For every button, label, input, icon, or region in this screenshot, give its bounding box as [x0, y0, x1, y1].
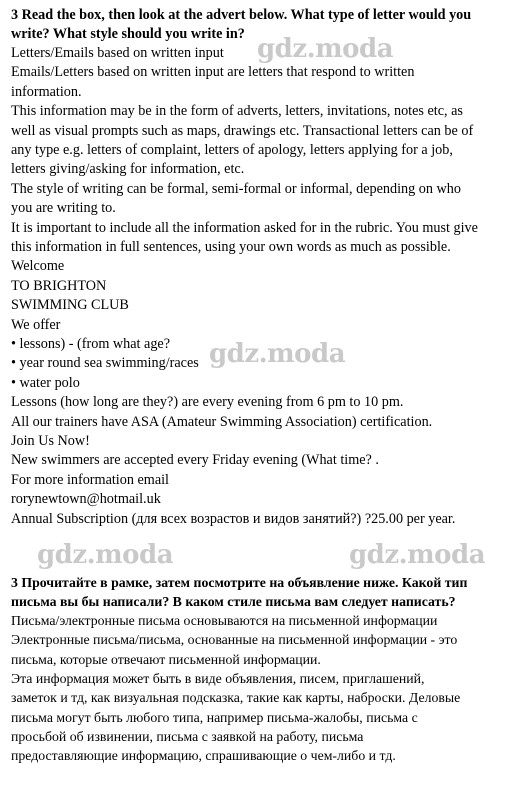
english-text-line: Welcome [11, 258, 65, 275]
english-text-line: well as visual prompts such as maps, drawings etc. Transactional letters can be of [11, 122, 474, 139]
russian-text-line: Эта информация может быть в виде объявления, писем, приглашений, [11, 670, 425, 686]
english-text-line: this information in full sentences, using your own words as much as possible. [11, 239, 451, 255]
russian-text-line: Электронные письма/письма, основанные на письменной информации - это [11, 632, 458, 648]
english-text-line: Lessons (how long are they?) are every evening from 6 pm to 10 pm. [11, 394, 404, 411]
russian-text-line: просьбой об извинении, письма с заявкой на работу, письма [11, 728, 364, 744]
english-text-line: We offer [11, 316, 61, 333]
english-text-line: New swimmers are accepted every Friday evening (What time? . [11, 452, 379, 469]
english-text-line: The style of writing can be formal, semi-formal or informal, depending on who [11, 180, 461, 197]
russian-heading-line-1: 3 Прочитайте в рамке, затем посмотрите на объявление ниже. Какой тип [11, 575, 468, 590]
english-text-line: This information may be in the form of adverts, letters, invitations, notes etc, as [11, 103, 463, 120]
english-text-line: • year round sea swimming/races [11, 355, 199, 372]
english-text-line: rorynewtown@hotmail.uk [11, 491, 161, 508]
english-heading-line-2: write? What style should you write in? [11, 26, 245, 42]
english-heading-line-1: 3 Read the box, then look at the advert below. What type of letter would you [11, 7, 472, 23]
watermark: gdz.moda [37, 540, 174, 570]
english-text-line: SWIMMING CLUB [11, 297, 129, 314]
russian-text-line: письма могут быть любого типа, например письма-жалобы, письма с [11, 709, 418, 725]
english-text-line: Emails/Letters based on written input are letters that respond to written [11, 64, 415, 81]
watermark: gdz.moda [257, 34, 394, 64]
russian-text-line: предоставляющие информацию, спрашивающие о чем-либо и тд. [11, 748, 396, 764]
english-text-line: any type e.g. letters of complaint, letters of apology, letters applying for a job, [11, 142, 453, 158]
english-text-line: • water polo [11, 374, 80, 391]
english-text-line: It is important to include all the information asked for in the rubric. You must give [11, 219, 478, 236]
russian-text-line: заметок и тд, как визуальная подсказка, такие как карты, наброски. Деловые [11, 690, 461, 706]
russian-text-line: Письма/электронные письма основываются на письменной информации [11, 613, 438, 628]
watermark: gdz.moda [209, 339, 346, 369]
english-text-line: TO BRIGHTON [11, 277, 107, 294]
english-text-line: Annual Subscription (для всех возрастов и видов занятий?) ?25.00 per year. [11, 510, 456, 527]
english-text-line: you are writing to. [11, 200, 116, 217]
english-text-line: For more information email [11, 471, 169, 488]
english-text-line: Join Us Now! [11, 433, 90, 449]
english-text-line: letters giving/asking for information, etc. [11, 161, 245, 178]
english-text-line: • lessons) - (from what age? [11, 336, 171, 352]
watermark: gdz.moda [349, 540, 486, 570]
english-text-line: All our trainers have ASA (Amateur Swimming Association) certification. [11, 413, 433, 430]
english-text-line: Letters/Emails based on written input [11, 45, 224, 61]
russian-text-line: письма, которые отвечают письменной информации. [11, 651, 321, 667]
russian-heading-line-2: письма вы бы написали? В каком стиле письма вам следует написать? [11, 594, 456, 609]
english-text-line: information. [11, 83, 82, 100]
